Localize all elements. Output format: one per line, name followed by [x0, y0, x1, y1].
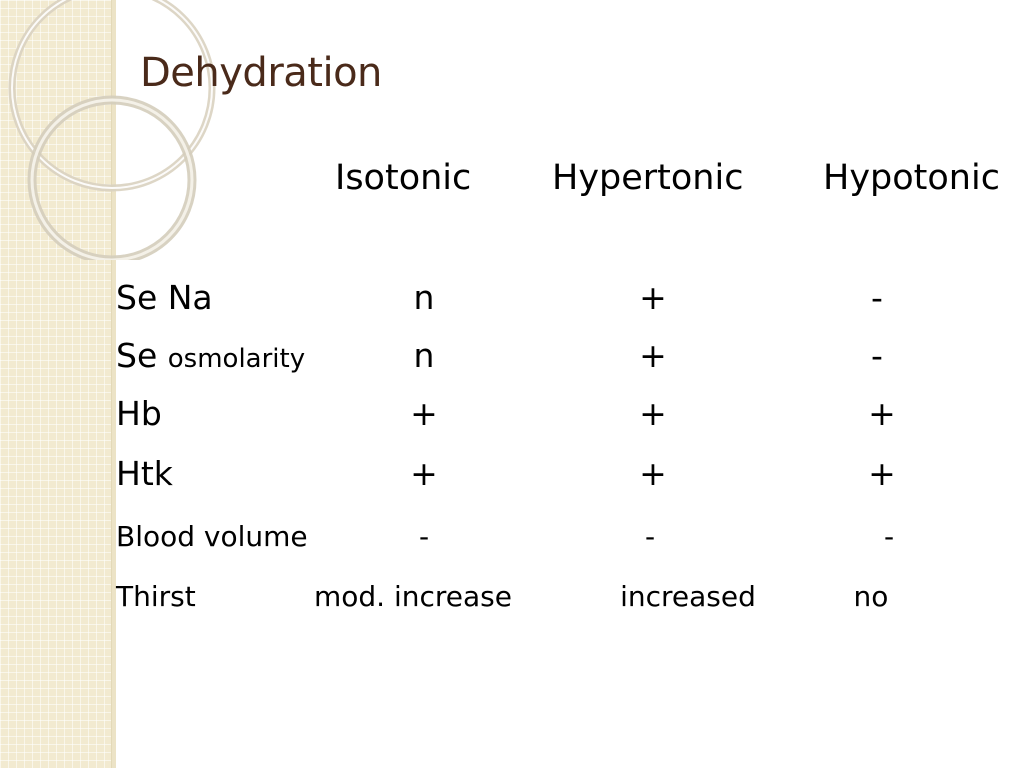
cell-blood-volume-isotonic: -: [418, 520, 430, 553]
row-label-htk: Htk: [116, 454, 173, 493]
cell-thirst-hypertonic: increased: [620, 580, 756, 613]
cell-se-na-hypotonic: -: [871, 278, 883, 317]
decorative-rings-icon: [0, 0, 260, 260]
row-label-se-na: Se Na: [116, 278, 213, 317]
cell-se-osmolarity-hypertonic: +: [639, 336, 667, 375]
cell-hb-hypotonic: +: [868, 394, 896, 433]
row-label-osmolarity: osmolarity: [167, 344, 306, 374]
cell-htk-hypertonic: +: [639, 454, 667, 493]
slide-title: Dehydration: [140, 50, 382, 96]
cell-thirst-isotonic: mod. increase: [314, 580, 512, 613]
cell-se-osmolarity-hypotonic: -: [871, 336, 883, 375]
cell-htk-isotonic: +: [410, 454, 438, 493]
column-header-hypertonic: Hypertonic: [552, 158, 744, 198]
row-label-se: Se: [116, 336, 158, 375]
row-label-hb: Hb: [116, 394, 162, 433]
cell-se-na-isotonic: n: [413, 278, 435, 317]
cell-hb-hypertonic: +: [639, 394, 667, 433]
cell-hb-isotonic: +: [410, 394, 438, 433]
column-header-isotonic: Isotonic: [335, 158, 472, 198]
cell-se-osmolarity-isotonic: n: [413, 336, 435, 375]
cell-htk-hypotonic: +: [868, 454, 896, 493]
cell-se-na-hypertonic: +: [639, 278, 667, 317]
row-label-thirst: Thirst: [116, 580, 196, 613]
row-label-blood-volume: Blood volume: [116, 520, 308, 553]
cell-blood-volume-hypertonic: -: [644, 520, 656, 553]
row-label-se-osmolarity: [116, 336, 305, 375]
column-header-hypotonic: Hypotonic: [823, 158, 1000, 198]
cell-blood-volume-hypotonic: -: [883, 520, 895, 553]
cell-thirst-hypotonic: no: [853, 580, 889, 613]
